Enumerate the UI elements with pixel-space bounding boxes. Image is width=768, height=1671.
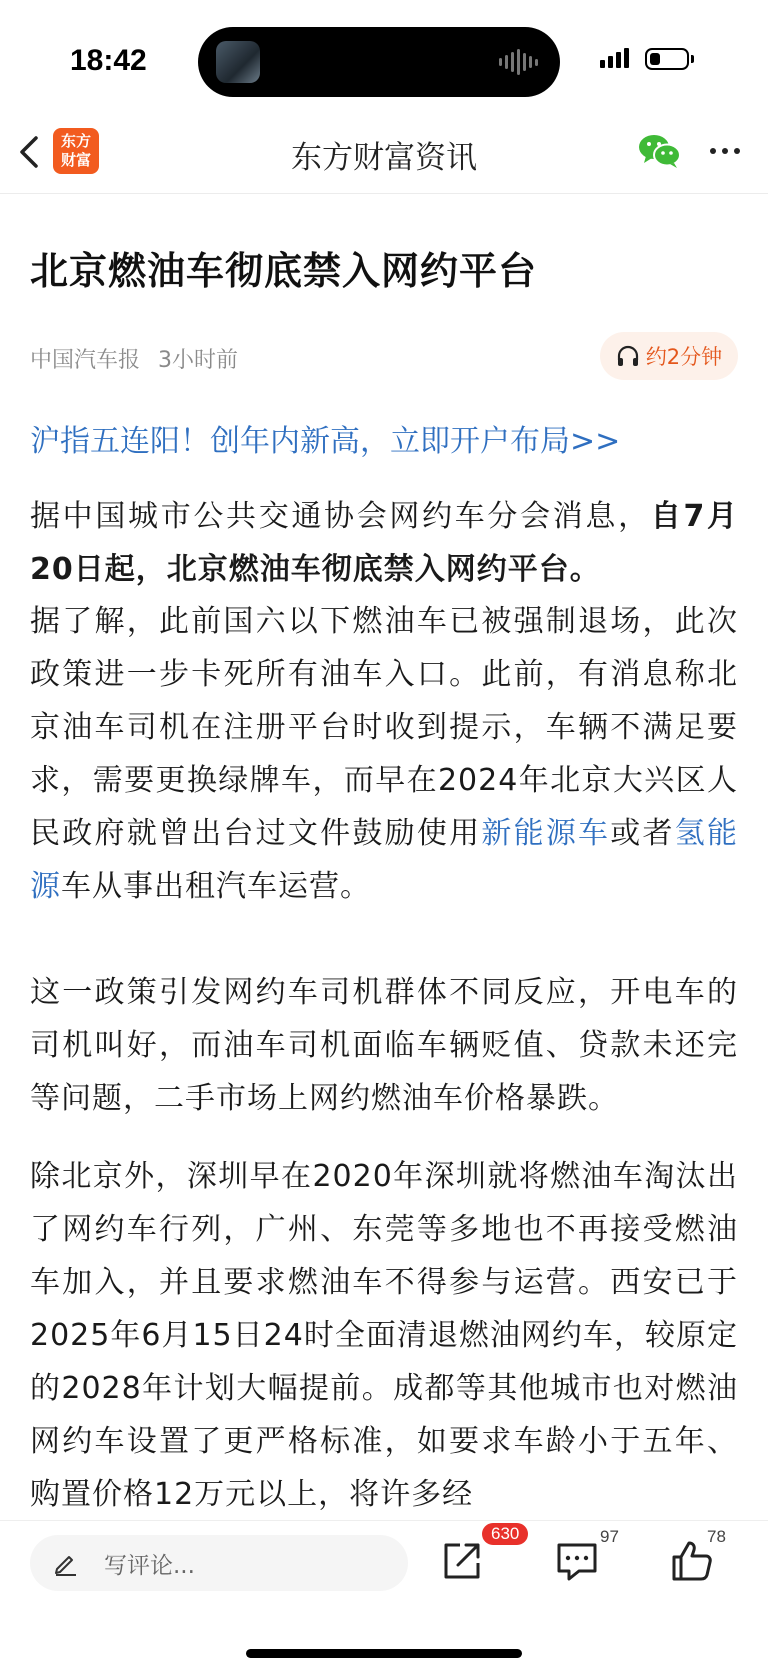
audio-wave-icon bbox=[499, 49, 538, 75]
comment-input[interactable] bbox=[30, 1535, 408, 1591]
promo-link[interactable]: 沪指五连阳！创年内新高，立即开户布局>> bbox=[30, 424, 621, 459]
article-source[interactable]: 中国汽车报 bbox=[30, 348, 141, 373]
article-paragraph-1: 据中国城市公共交通协会网约车分会消息，自7月20日起，北京燃油车彻底禁入网约平台。 bbox=[30, 499, 739, 587]
cellular-signal-icon bbox=[600, 48, 629, 68]
navigation-bar bbox=[0, 118, 768, 194]
article-paragraph-2: 据了解，此前国六以下燃油车已被强制退场，此次政策进一步卡死所有油车入口。此前，有消息称北京油车司机在注册平台时收到提示，车辆不满足要求，需要更换绿牌车，而早在2024年北京大兴区人民政府就曾出台过文件鼓励使用新能源车或者氢能源车从事出租汽车运营。 bbox=[30, 604, 739, 904]
battery-icon bbox=[645, 48, 689, 70]
comment-count: 97 bbox=[600, 1527, 619, 1546]
now-playing-artwork[interactable] bbox=[216, 41, 260, 83]
article-paragraph-4: 除北京外，深圳早在2020年深圳就将燃油车淘汰出了网约车行列，广州、东莞等多地也不再接受燃油车加入，并且要求燃油车不得参与运营。西安已于2025年6月15日24时全面清退燃油网约车，较原定的2028年计划大幅提前。成都等其他城市也对燃油网约车设置了更严格标准，如要求车龄小于五年、购置价格12万元以上，将许多经 bbox=[30, 1159, 738, 1512]
like-count: 78 bbox=[707, 1527, 726, 1546]
eastmoney-logo[interactable]: 东方 财富 bbox=[53, 128, 99, 174]
article-time: 3小时前 bbox=[158, 348, 239, 373]
article-headline: 北京燃油车彻底禁入网约平台 bbox=[30, 249, 538, 293]
comment-placeholder: 写评论... bbox=[104, 1553, 195, 1579]
bottom-action-bar bbox=[0, 1520, 768, 1671]
page-title: 东方财富资讯 bbox=[291, 140, 477, 176]
article-paragraph-3: 这一政策引发网约车司机群体不同反应，开电车的司机叫好，而油车司机面临车辆贬值、贷款未还完等问题，二手市场上网约燃油车价格暴跌。 bbox=[30, 975, 738, 1116]
home-indicator[interactable] bbox=[246, 1649, 522, 1658]
listen-read-time-button[interactable] bbox=[600, 332, 738, 380]
headphones-icon bbox=[616, 345, 640, 367]
read-time-label: 约2分钟 bbox=[645, 345, 723, 369]
dynamic-island[interactable] bbox=[198, 27, 560, 97]
new-energy-vehicle-link[interactable]: 新能源车 bbox=[481, 816, 611, 851]
more-options-icon[interactable] bbox=[710, 148, 740, 154]
bold-highlight: 自7月20日起，北京燃油车彻底禁入网约平台。 bbox=[30, 499, 739, 587]
hydrogen-energy-link[interactable]: 氢能源 bbox=[30, 816, 739, 904]
pencil-icon bbox=[52, 1550, 78, 1576]
share-icon[interactable] bbox=[440, 1539, 484, 1583]
status-time: 18:42 bbox=[70, 44, 147, 77]
share-count-badge: 630 bbox=[482, 1523, 528, 1545]
comment-icon[interactable] bbox=[555, 1539, 599, 1583]
status-bar bbox=[0, 0, 768, 118]
article-meta bbox=[30, 343, 238, 374]
wechat-share-icon[interactable] bbox=[638, 132, 682, 170]
